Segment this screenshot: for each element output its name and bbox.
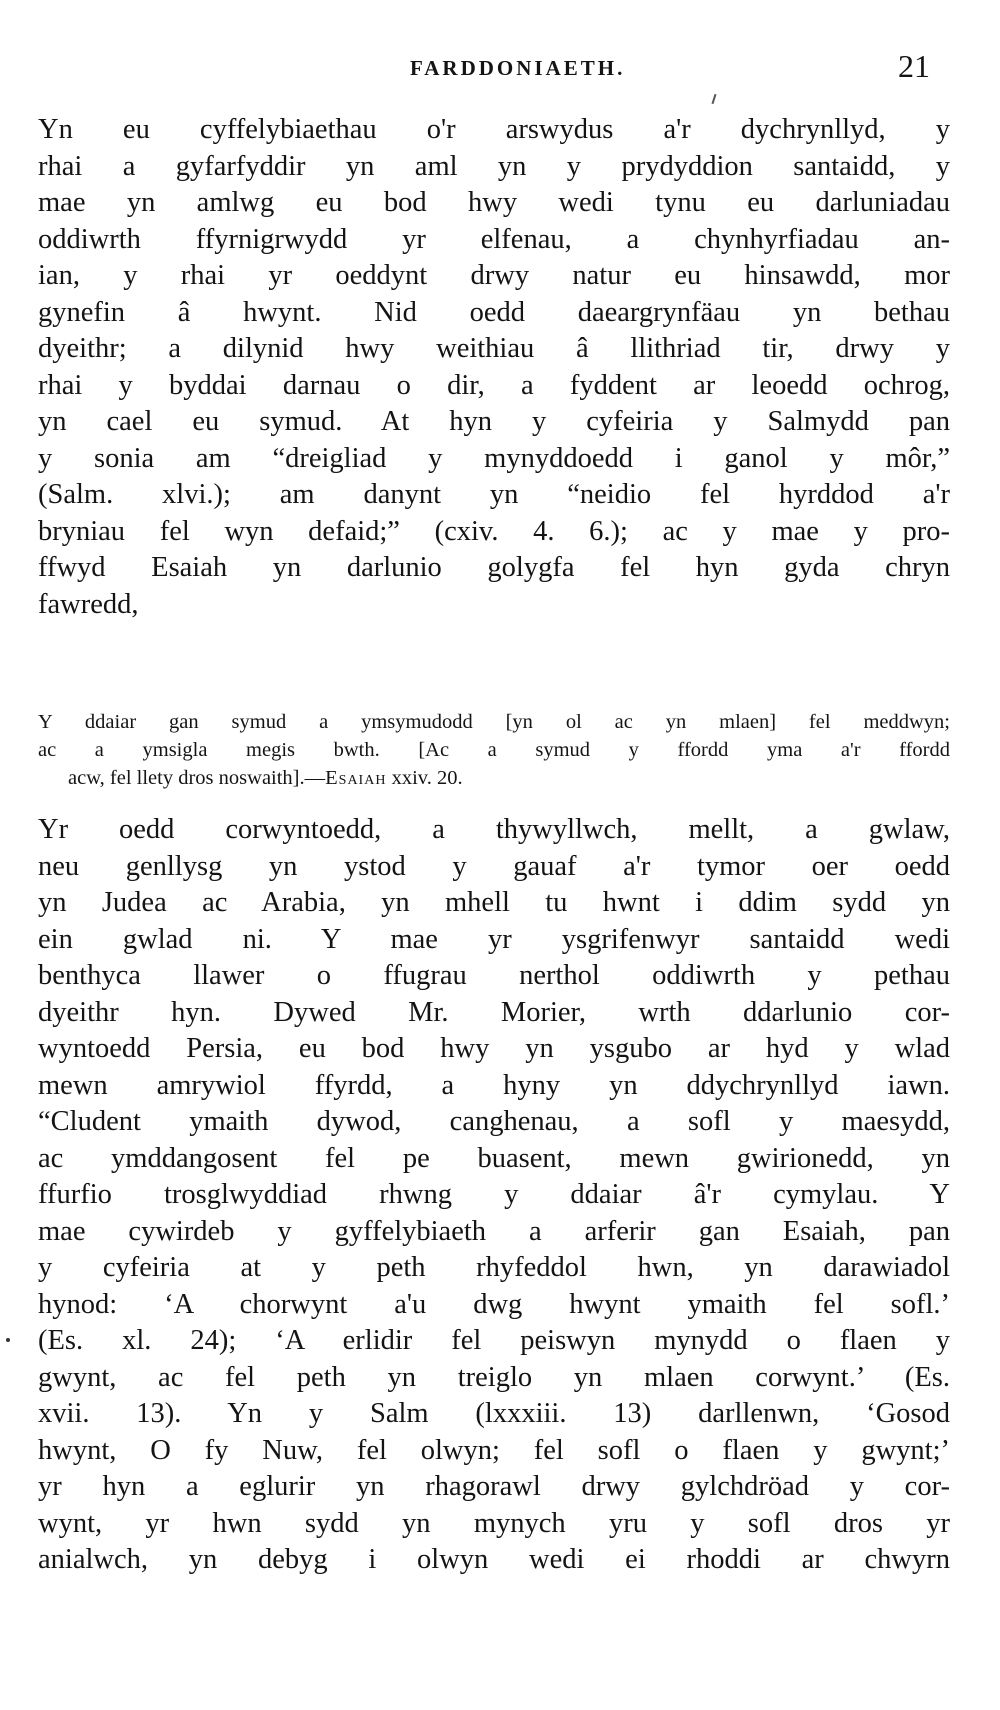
text-line: ffwyd Esaiah yn darlunio golygfa fel hyn gyda chryn [38,552,950,583]
text-line: ein gwlad ni. Y mae yr ysgrifenwyr santaidd wedi [38,923,950,955]
text-line: yr hyn a eglurir yn rhagorawl drwy gylchdröad y cor- [38,1471,950,1502]
page-number: 21 [898,48,930,84]
quote-author: Esaiah [325,767,387,789]
text-line: mae cywirdeb y gyffelybiaeth a arferir gan Esaiah, pan [38,1215,950,1247]
text-line: dyeithr; a dilynid hwy weithiau â llithriad tir, drwy y [38,333,950,364]
text-line: gynefin â hwynt. Nid oedd daeargrynfäau yn bethau [38,296,950,328]
quote-reference: xxiv. 20. [386,767,463,789]
text-line: benthyca llawer o ffugrau nerthol oddiwrth y pethau [38,960,950,991]
text-line: anialwch, yn debyg i olwyn wedi ei rhoddi ar chwyrn [38,1544,950,1575]
quote-line [38,764,950,792]
text-line: oddiwrth ffyrnigrwydd yr elfenau, a chynhyrfiadau an- [38,223,950,255]
running-title: FARDDONIAETH. [410,56,626,80]
text-line: neu genllysg yn ystod y gauaf a'r tymor oer oedd [38,850,950,882]
text-line: mae yn amlwg eu bod hwy wedi tynu eu darluniadau [38,187,950,218]
text-line: “Cludent ymaith dywod, canghenau, a sofl y maesydd, [38,1106,950,1137]
text-line: y sonia am “dreigliad y mynyddoedd i ganol y môr,” [38,442,950,474]
text-line: yn Judea ac Arabia, yn mhell tu hwnt i ddim sydd yn [38,887,950,918]
stray-ink-mark [712,94,717,104]
text-line: xvii. 13). Yn y Salm (lxxxiii. 13) darllenwn, ‘Gosod [38,1398,950,1429]
text-line: gwynt, ac fel peth yn treiglo yn mlaen corwynt.’ (Es. [38,1361,950,1393]
quote-line: ac a ymsigla megis bwth. [Ac a symud y ffordd yma a'r ffordd [38,739,950,761]
text-line: y cyfeiria at y peth rhyfeddol hwn, yn darawiadol [38,1252,950,1283]
text-line: ian, y rhai yr oeddynt drwy natur eu hinsawdd, mor [38,260,950,291]
quote-text: acw, fel llety dros noswaith].— [68,767,326,789]
paragraph-whirlwinds [38,812,950,1579]
text-line: ffurfio trosglwyddiad rhwng y ddaiar â'r cymylau. Y [38,1179,950,1210]
text-line: Yn eu cyffelybiaethau o'r arswydus a'r dychrynllyd, y [38,114,950,145]
text-line: wyntoedd Persia, eu bod hwy yn ysgubo ar hyd y wlad [38,1033,950,1064]
margin-mark [6,1338,10,1342]
text-line: fawredd, [38,588,139,620]
quote-line: Y ddaiar gan symud a ymsymudodd [yn ol ac yn mlaen] fel meddwyn; [38,711,950,733]
text-line: hynod: ‘A chorwynt a'u dwg hwynt ymaith fel sofl.’ [38,1288,950,1320]
text-line: dyeithr hyn. Dywed Mr. Morier, wrth ddarlunio cor- [38,996,950,1028]
text-line: rhai y byddai darnau o dir, a fyddent ar leoedd ochrog, [38,369,950,401]
text-line: yn cael eu symud. At hyn y cyfeiria y Salmydd pan [38,406,950,437]
text-line: bryniau fel wyn defaid;” (cxiv. 4. 6.); ac y mae y pro- [38,515,950,547]
text-line: (Es. xl. 24); ‘A erlidir fel peiswyn mynydd o flaen y [38,1325,950,1356]
text-line: ac ymddangosent fel pe buasent, mewn gwirionedd, yn [38,1142,950,1174]
text-line: mewn amrywiol ffyrdd, a hyny yn ddychrynllyd iawn. [38,1069,950,1101]
text-line: (Salm. xlvi.); am danynt yn “neidio fel hyrddod a'r [38,479,950,510]
text-line: Yr oedd corwyntoedd, a thywyllwch, mellt, a gwlaw, [38,814,950,845]
text-line: wynt, yr hwn sydd yn mynych yru y sofl dros yr [38,1507,950,1539]
text-line: rhai a gyfarfyddir yn aml yn y prydyddion santaidd, y [38,150,950,182]
text-line: hwynt, O fy Nuw, fel olwyn; fel sofl o flaen y gwynt;’ [38,1434,950,1466]
running-head [40,48,940,88]
block-quote-isaiah [38,708,950,792]
paragraph-earthquakes [38,112,950,623]
